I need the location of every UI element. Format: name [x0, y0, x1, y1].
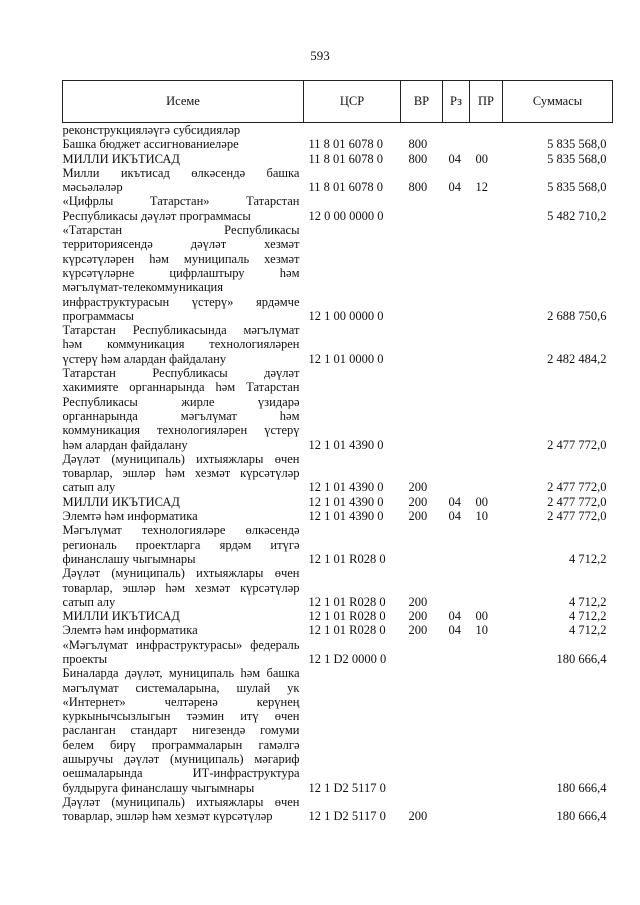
row-name [63, 509, 304, 523]
row-name-line: оешмаларында ИТ-инфраструктура [62, 766, 300, 781]
row-name-line: Дәүләт (муниципаль) ихтыяжлары өчен [62, 566, 300, 581]
row-vr: 200 [408, 809, 428, 824]
row-csr: 11 8 01 6078 0 [308, 180, 384, 195]
row-vr: 200 [408, 594, 428, 609]
row-pr: 10 [475, 623, 488, 638]
row-name-line: һәм коммуникация технологияләрен [62, 337, 300, 352]
row-name [63, 366, 304, 452]
header-pr: ПР [470, 81, 503, 123]
row-rz [443, 137, 470, 151]
table-row [63, 609, 613, 623]
row-name-line: «Мәгълүмат инфраструктурасы» федераль [62, 637, 300, 652]
row-name-line: реконструкцияләүгә субсидияләр [62, 123, 241, 137]
row-name [63, 123, 304, 138]
row-name-line: Башка бюджет ассигнованиеләре [62, 137, 239, 152]
table-row [63, 366, 613, 452]
row-pr [470, 566, 503, 609]
row-csr: 12 1 01 R028 0 [308, 609, 386, 624]
table-row [63, 795, 613, 824]
row-name [63, 609, 304, 623]
row-rz [443, 638, 470, 667]
row-vr: 800 [408, 151, 428, 166]
row-rz: 04 [448, 180, 461, 195]
row-name-line: органнарында мәгълүмат һәм [62, 408, 300, 423]
row-name-line: региональ проектларга ярдәм итүгә [62, 537, 300, 552]
row-name-line: товарлар, эшләр һәм хезмәт күрсәтүләр [62, 809, 273, 824]
row-rz: 04 [448, 623, 461, 638]
row-sum: 2 482 484,2 [547, 351, 607, 366]
row-name-line: Биналарда дәүләт, муниципаль һәм башка [62, 666, 300, 681]
row-name-line: сатып алу [62, 594, 116, 609]
row-sum: 2 477 772,0 [547, 437, 607, 452]
row-sum: 5 835 568,0 [547, 151, 607, 166]
row-name-line: инфраструктурасын үстерү» ярдәмче [62, 294, 300, 309]
header-csr: ЦСР [304, 81, 401, 123]
row-rz [443, 123, 470, 138]
row-name-line: товарлар, эшләр һәм хезмәт күрсәтүләр [62, 580, 300, 595]
row-vr [401, 123, 443, 138]
row-csr: 12 1 01 4390 0 [308, 437, 384, 452]
row-pr [470, 194, 503, 223]
table-header-row [63, 81, 613, 123]
row-name [63, 638, 304, 667]
row-name-line: МИЛЛИ ИКЪТИСАД [62, 609, 180, 624]
row-vr [401, 194, 443, 223]
row-vr [401, 523, 443, 566]
row-pr [470, 452, 503, 495]
budget-table [62, 80, 613, 824]
row-sum [503, 123, 613, 138]
row-csr: 12 0 00 0000 0 [308, 208, 384, 223]
row-rz: 04 [448, 509, 461, 524]
row-name [63, 152, 304, 166]
row-name-line: Дәүләт (муниципаль) ихтыяжлары өчен [62, 451, 300, 466]
row-pr [470, 137, 503, 151]
row-rz [443, 795, 470, 824]
row-rz: 04 [448, 494, 461, 509]
row-name-line: проекты [62, 651, 108, 666]
table-row [63, 152, 613, 166]
row-name [63, 194, 304, 223]
row-pr: 10 [475, 509, 488, 524]
table-row [63, 509, 613, 523]
row-name-line: үстерү һәм алардан файдалану [62, 351, 227, 366]
row-sum: 2 477 772,0 [547, 480, 607, 495]
row-name-line: белем бирү программаларын гамәлгә [62, 737, 300, 752]
row-name-line: күрсәтүләрне цифрлаштыру һәм [62, 265, 300, 280]
row-name-line: ашыручы дәүләт (муниципаль) мәгариф [62, 752, 300, 767]
row-pr: 00 [475, 151, 488, 166]
row-sum: 180 666,4 [556, 651, 607, 666]
table-row [63, 166, 613, 195]
row-csr: 12 1 D2 5117 0 [308, 809, 386, 824]
row-vr: 800 [408, 137, 428, 152]
row-pr [470, 666, 503, 795]
row-name-line: «Цифрлы Татарстан» Татарстан [62, 194, 300, 209]
row-sum: 4 712,2 [569, 551, 607, 566]
row-rz [443, 366, 470, 452]
table-row [63, 623, 613, 637]
row-name-line: товарлар, эшләр һәм хезмәт күрсәтүләр [62, 466, 300, 481]
table-row [63, 223, 613, 323]
row-name-line: күрсәтүләрен һәм муниципаль хезмәт [62, 251, 300, 266]
row-name [63, 666, 304, 795]
row-name [63, 223, 304, 323]
table-row [63, 323, 613, 366]
row-csr: 12 1 01 4390 0 [308, 509, 384, 524]
table-row [63, 523, 613, 566]
row-csr: 12 1 D2 0000 0 [308, 651, 387, 666]
row-name [63, 452, 304, 495]
row-rz [443, 452, 470, 495]
row-name-line: финанслашу чыгымнары [62, 551, 196, 566]
row-csr: 12 1 01 R028 0 [308, 551, 386, 566]
row-name-line: Дәүләт (муниципаль) ихтыяжлары өчен [62, 794, 300, 809]
row-sum: 180 666,4 [556, 780, 607, 795]
row-vr [401, 323, 443, 366]
row-name-line: коммуникация технологияләрен үстерү [62, 423, 300, 438]
row-rz [443, 566, 470, 609]
row-name-line: Элемтә һәм информатика [62, 509, 198, 524]
row-name [63, 566, 304, 609]
row-csr [304, 123, 401, 138]
row-sum: 4 712,2 [569, 594, 607, 609]
row-rz [443, 666, 470, 795]
row-name-line: мәгълүмат-телекоммуникация [62, 280, 223, 295]
row-sum: 5 835 568,0 [547, 137, 607, 152]
row-csr: 12 1 01 4390 0 [308, 480, 384, 495]
row-sum: 2 688 750,6 [547, 308, 607, 323]
row-csr: 12 1 01 4390 0 [308, 494, 384, 509]
header-name: Исеме [63, 81, 304, 123]
row-name-line: программасы [62, 308, 134, 323]
row-name-line: Мәгълүмат технологияләре өлкәсендә [62, 523, 300, 538]
row-sum: 4 712,2 [569, 623, 607, 638]
row-rz: 04 [448, 151, 461, 166]
row-csr: 12 1 01 R028 0 [308, 594, 386, 609]
row-name-line: МИЛЛИ ИКЪТИСАД [62, 151, 180, 166]
row-name-line: куркынычсызлыгын тәэмин итү өчен [62, 709, 300, 724]
row-sum: 4 712,2 [569, 609, 607, 624]
row-vr: 200 [408, 494, 428, 509]
row-pr [470, 523, 503, 566]
row-rz: 04 [448, 609, 461, 624]
row-pr: 12 [475, 180, 488, 195]
row-pr: 00 [475, 609, 488, 624]
row-name-line: Милли икътисад өлкәсендә башка [62, 165, 300, 180]
row-name [63, 323, 304, 366]
row-pr [470, 323, 503, 366]
row-name-line: хакимияте органнарында һәм Татарстан [62, 380, 300, 395]
row-pr [470, 123, 503, 138]
row-vr: 200 [408, 480, 428, 495]
table-row [63, 638, 613, 667]
row-name-line: сатып алу [62, 480, 116, 495]
row-sum: 2 477 772,0 [547, 494, 607, 509]
row-name-line: булдыруга финанслашу чыгымнары [62, 780, 255, 795]
table-row [63, 194, 613, 223]
table-row [63, 137, 613, 151]
row-vr [401, 223, 443, 323]
row-name-line: Республикасы дәүләт программасы [62, 208, 251, 223]
row-pr: 00 [475, 494, 488, 509]
row-rz [443, 523, 470, 566]
row-vr: 800 [408, 180, 428, 195]
row-name-line: МИЛЛИ ИКЪТИСАД [62, 494, 180, 509]
row-csr: 12 1 01 0000 0 [308, 351, 384, 366]
row-pr [470, 638, 503, 667]
row-pr [470, 795, 503, 824]
row-vr: 200 [408, 609, 428, 624]
row-csr: 12 1 D2 5117 0 [308, 780, 386, 795]
page-number: 593 [310, 48, 330, 63]
row-vr [401, 638, 443, 667]
table-body [63, 123, 613, 824]
row-name-line: Татарстан Республикасында мәгълүмат [62, 323, 300, 338]
row-csr: 11 8 01 6078 0 [308, 151, 384, 166]
header-vr: ВР [401, 81, 443, 123]
row-sum: 180 666,4 [556, 809, 607, 824]
table-row [63, 566, 613, 609]
table-row [63, 495, 613, 509]
table-row [63, 452, 613, 495]
row-name [63, 495, 304, 509]
table-row [63, 666, 613, 795]
header-rz: Рз [443, 81, 470, 123]
row-name [63, 137, 304, 151]
row-name-line: расланган стандарт нигезендә гомуми [62, 723, 300, 738]
row-sum: 2 477 772,0 [547, 509, 607, 524]
row-vr [401, 666, 443, 795]
row-vr: 200 [408, 623, 428, 638]
row-sum: 5 835 568,0 [547, 180, 607, 195]
row-vr [401, 366, 443, 452]
row-pr [470, 223, 503, 323]
row-name [63, 623, 304, 637]
row-rz [443, 323, 470, 366]
row-name-line: Татарстан Республикасы дәүләт [62, 366, 300, 381]
table-row [63, 123, 613, 138]
row-name-line: «Татарстан Республикасы [62, 223, 300, 238]
row-csr: 11 8 01 6078 0 [308, 137, 384, 152]
row-name [63, 166, 304, 195]
row-csr: 12 1 01 R028 0 [308, 623, 386, 638]
row-name-line: мәсьәләләр [62, 180, 123, 195]
row-pr [470, 366, 503, 452]
row-name-line: Элемтә һәм информатика [62, 623, 198, 638]
row-csr: 12 1 00 0000 0 [308, 308, 384, 323]
header-sum: Суммасы [503, 81, 613, 123]
row-rz [443, 223, 470, 323]
row-name-line: «Интернет» челтәренә керүнең [62, 694, 300, 709]
row-rz [443, 194, 470, 223]
row-name-line: Республикасы жирле үзидарә [62, 394, 300, 409]
row-name [63, 795, 304, 824]
row-vr: 200 [408, 509, 428, 524]
row-name [63, 523, 304, 566]
row-sum: 5 482 710,2 [547, 208, 607, 223]
row-name-line: һәм алардан файдалану [62, 437, 188, 452]
row-name-line: мәгълүмат системаларына, шулай ук [62, 680, 300, 695]
row-name-line: территориясендә дәүләт хезмәт [62, 237, 300, 252]
